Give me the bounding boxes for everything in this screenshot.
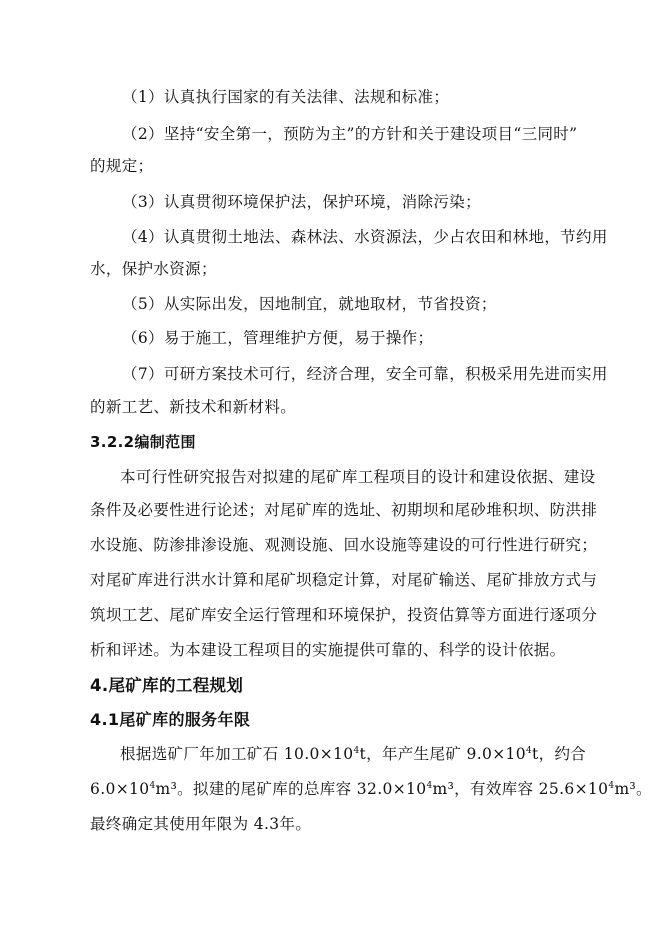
list-item-continuation: 的新工艺、新技术和新材料。 [90, 398, 297, 416]
list-item [122, 87, 632, 107]
text-run: 根据选矿厂年加工矿石 10.0×10 [120, 745, 354, 763]
text-run: t，年产生尾矿 9.0×10 [359, 745, 526, 763]
section-heading: 4.1尾矿库的服务年限 [90, 710, 251, 729]
chapter-heading: 4.尾矿库的工程规划 [90, 676, 244, 695]
paragraph-line: 最终确定其使用年限为 4.3年。 [90, 815, 312, 833]
text-run: 6.0×10 [90, 780, 150, 798]
paragraph-line: 水设施、防渗排渗设施、观测设施、回水设施等建设的可行性进行研究； [90, 536, 598, 554]
list-item [122, 364, 632, 384]
superscript: 4 [608, 780, 615, 791]
list-item [122, 192, 632, 212]
list-number: （6） [122, 329, 164, 347]
list-text: 认真贯彻环境保护法，保护环境，消除污染； [163, 193, 481, 211]
superscript: 4 [149, 780, 156, 791]
list-number: （4） [122, 228, 164, 246]
list-number: （7） [122, 365, 164, 383]
superscript: 4 [353, 745, 360, 756]
paragraph-line: 本可行性研究报告对拟建的尾矿库工程项目的设计和建设依据、建设 [120, 468, 596, 486]
text-run: m³。 [614, 780, 652, 798]
list-number: （1） [122, 88, 164, 106]
paragraph-line: 筑坝工艺、尾矿库安全运行管理和环境保护，投资估算等方面进行逐项分 [90, 606, 598, 624]
paragraph-line: 对尾矿库进行洪水计算和尾矿坝稳定计算，对尾矿输送、尾矿排放方式与 [90, 571, 598, 589]
list-text: 坚持“安全第一，预防为主”的方针和关于建设项目“三同时” [163, 125, 578, 143]
list-item-continuation: 的规定； [90, 157, 154, 175]
paragraph-line: 条件及必要性进行论述；对尾矿库的选址、初期坝和尾砂堆积坝、防洪排 [90, 501, 598, 519]
list-text: 认真贯彻土地法、森林法、水资源法，少占农田和林地，节约用 [163, 228, 608, 246]
text-run: m³，有效库容 25.6×10 [432, 780, 609, 798]
list-item [122, 328, 632, 348]
list-text: 可研方案技术可行，经济合理，安全可靠，积极采用先进而实用 [163, 365, 608, 383]
superscript: 4 [426, 780, 433, 791]
list-number: （3） [122, 193, 164, 211]
list-item [122, 294, 632, 314]
text-run: m³。拟建的尾矿库的总库容 32.0×10 [155, 780, 427, 798]
text-run: t，约合 [532, 745, 587, 763]
list-number: （2） [122, 125, 164, 143]
list-text: 认真执行国家的有关法律、法规和标准； [163, 88, 450, 106]
list-text: 易于施工，管理维护方便，易于操作； [163, 329, 434, 347]
list-item [122, 124, 632, 144]
section-heading: 3.2.2编制范围 [90, 433, 196, 451]
paragraph-line: 析和评述。为本建设工程项目的实施提供可靠的、科学的设计依据。 [90, 641, 566, 659]
list-item [122, 227, 632, 247]
list-number: （5） [122, 295, 164, 313]
list-text: 从实际出发，因地制宜，就地取材，节省投资； [163, 295, 497, 313]
superscript: 4 [525, 745, 533, 756]
list-item-continuation: 水，保护水资源； [90, 260, 217, 278]
paragraph-line [90, 779, 652, 799]
paragraph-line [120, 744, 630, 764]
